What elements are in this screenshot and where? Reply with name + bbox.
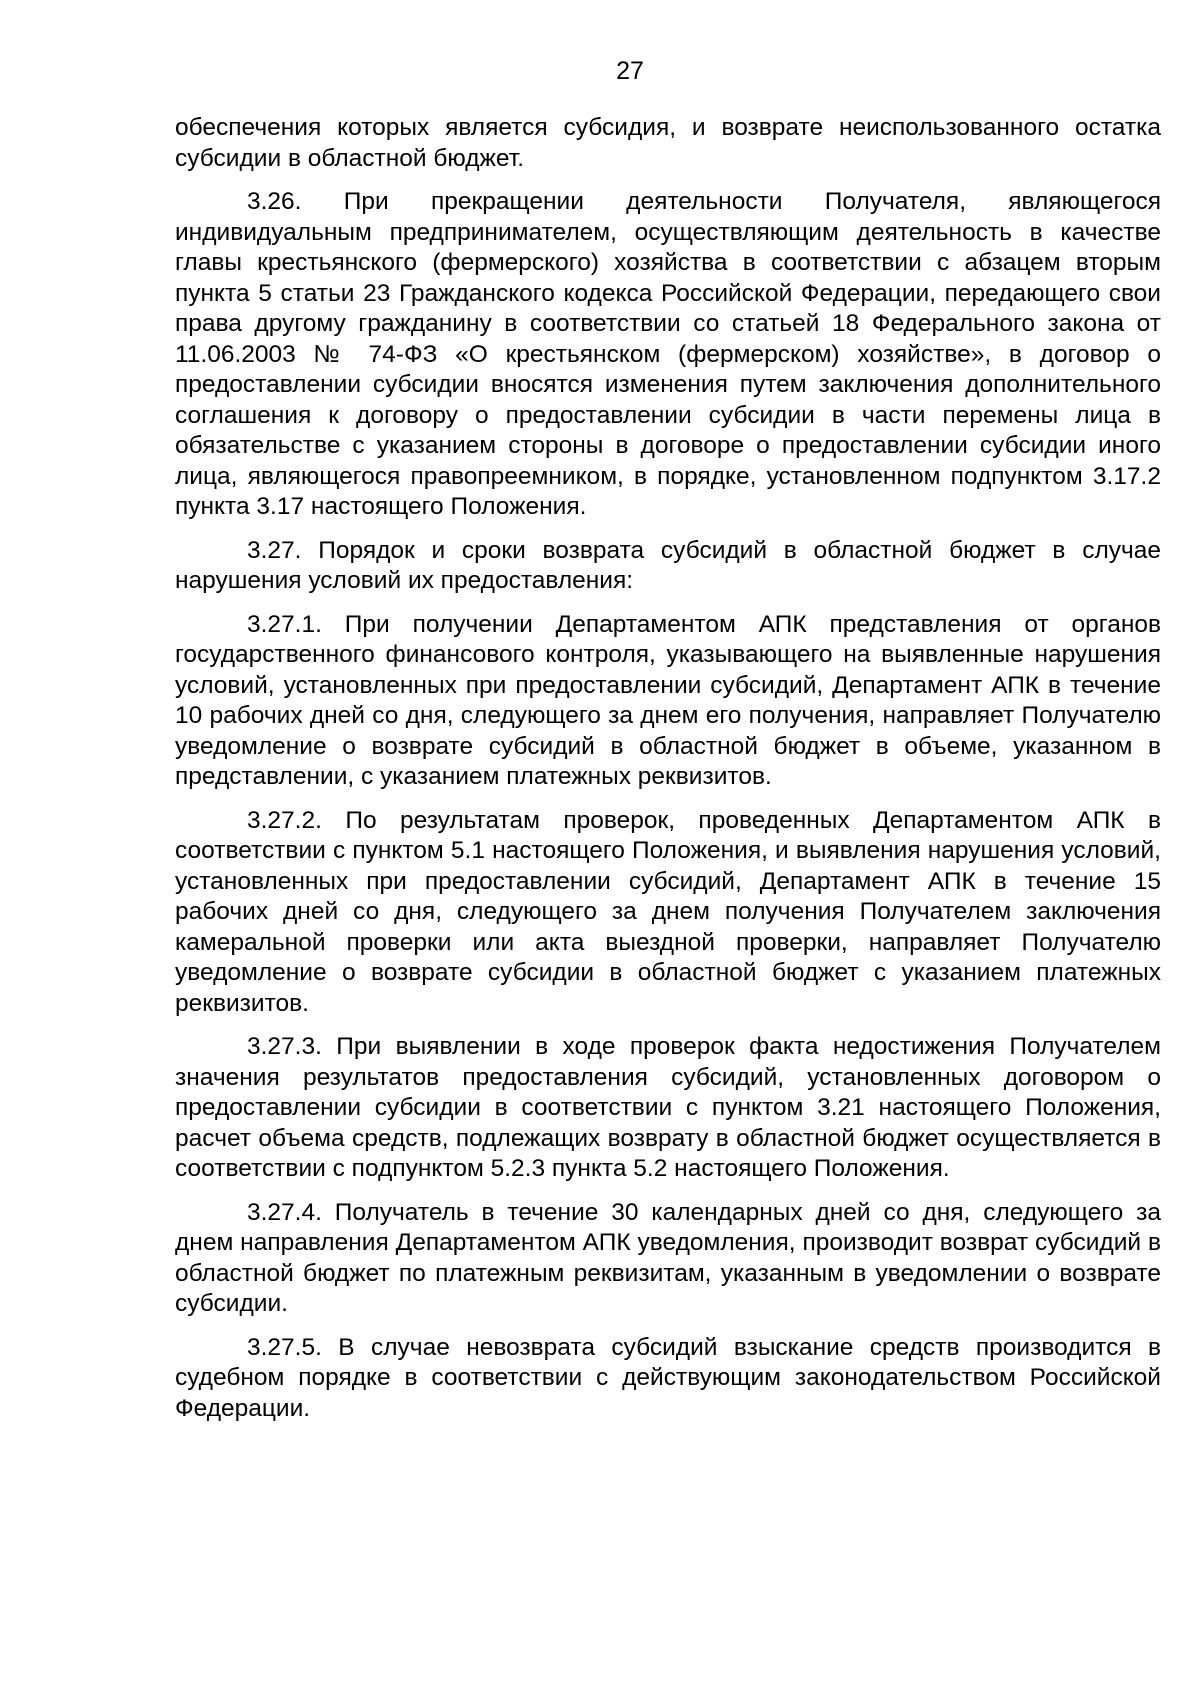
paragraph-continuation: обеспечения которых является субсидия, и возврате неиспользованного остатка субсидии в областной бюджет. <box>175 114 1161 172</box>
paragraph-3-27-3: 3.27.3. При выявлении в ходе проверок факта недостижения Получателем значения результатов предоставления субсидий, установленных договором о предоставлении субсидии в соответствии с пунктом 3.21 настоящего Положения, расчет объема средств, подлежащих возврату в областной бюджет осуществляется в соответствии с подпунктом 5.2.3 пункта 5.2 настоящего Положения. <box>175 1033 1161 1182</box>
paragraph-3-27-2: 3.27.2. По результатам проверок, проведенных Департаментом АПК в соответствии с пунктом 5.1 настоящего Положения, и выявления нарушения условий, установленных при предоставлении субсидий, Департамент АПК в течение 15 рабочих дней со дня, следующего за днем получения Получателем заключения камеральной проверки или акта выездной проверки, направляет Получателю уведомление о возврате субсидии в областной бюджет с указанием платежных реквизитов. <box>175 806 1161 1017</box>
paragraph-3-26: 3.26. При прекращении деятельности Получателя, являющегося индивидуальным предпринимателем, осуществляющим деятельность в качестве главы крестьянского (фермерского) хозяйства в соответствии с абзацем вторым пункта 5 статьи 23 Гражданского кодекса Российской Федерации, передающего свои права другому гражданину в соответствии со статьей 18 Федерального закона от 11.06.2003 № 74-ФЗ «О крестьянском (фермерском) хозяйстве», в договор о предоставлении субсидии вносятся изменения путем заключения дополнительного соглашения к договору о предоставлении субсидии в части перемены лица в обязательстве с указанием стороны в договоре о предоставлении субсидии иного лица, являющегося правопреемником, в порядке, установленном подпунктом 3.17.2 пункта 3.17 настоящего Положения. <box>175 188 1161 520</box>
paragraph-3-27-5: 3.27.5. В случае невозврата субсидий взыскание средств производится в судебном порядке в соответствии с действующим законодательством Российской Федерации. <box>175 1333 1161 1422</box>
document-body <box>175 113 1161 1437</box>
page-number: 27 <box>616 57 644 85</box>
paragraph-3-27: 3.27. Порядок и сроки возврата субсидий в областной бюджет в случае нарушения условий их предоставления: <box>175 536 1161 594</box>
paragraph-3-27-4: 3.27.4. Получатель в течение 30 календарных дней со дня, следующего за днем направления Департаментом АПК уведомления, производит возврат субсидий в областной бюджет по платежным реквизитам, указанным в уведомлении о возврате субсидии. <box>175 1198 1161 1317</box>
paragraph-3-27-1: 3.27.1. При получении Департаментом АПК представления от органов государственного финансового контроля, указывающего на выявленные нарушения условий, установленных при предоставлении субсидий, Департамент АПК в течение 10 рабочих дней со дня, следующего за днем его получения, направляет Получателю уведомление о возврате субсидий в областной бюджет в объеме, указанном в представлении, с указанием платежных реквизитов. <box>175 610 1161 790</box>
